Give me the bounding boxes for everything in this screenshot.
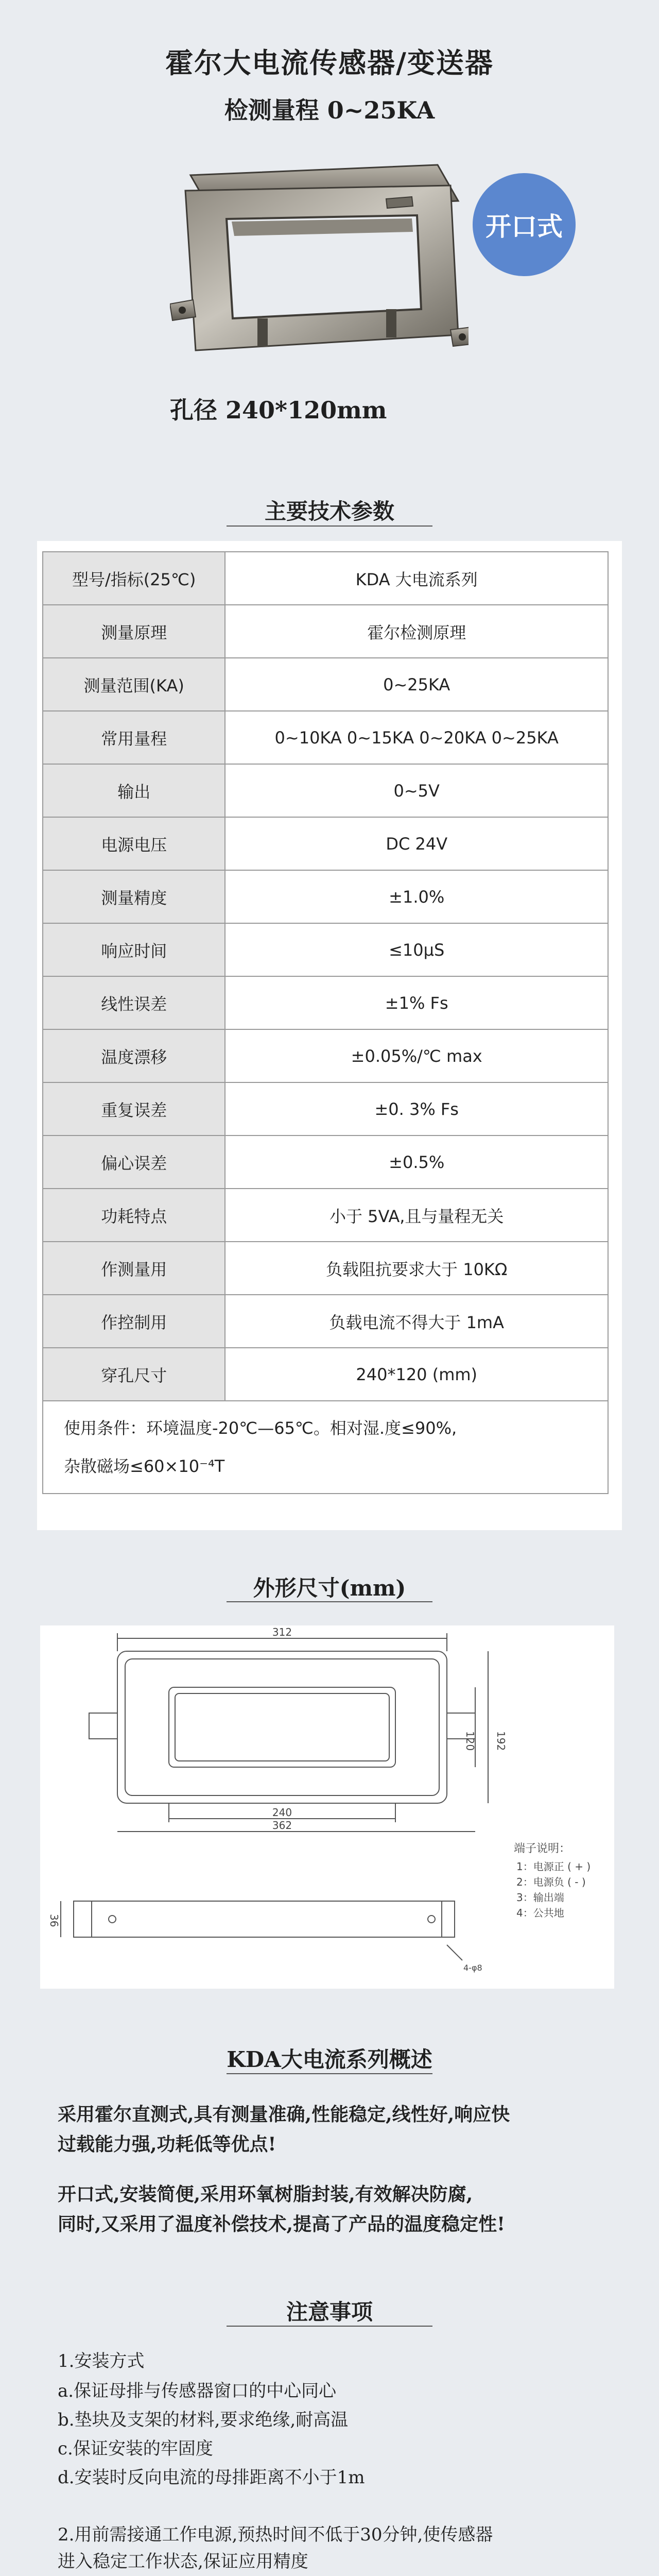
spec-value: 霍尔检测原理 [225, 605, 608, 658]
spec-row [43, 817, 608, 870]
spec-key: 温度漂移 [43, 1029, 225, 1082]
spec-key: 测量精度 [43, 870, 225, 923]
specs-heading: 主要技术参数 [264, 499, 394, 524]
spec-row [43, 658, 608, 711]
specs-table [42, 551, 609, 1494]
note-install-a: a.保证母排与传感器窗口的中心同心 [58, 2381, 337, 2401]
dimension-drawing-panel [40, 1625, 614, 1989]
spec-key: 重复误差 [43, 1082, 225, 1136]
spec-key: 作测量用 [43, 1242, 225, 1295]
spec-value: 负载阻抗要求大于 10KΩ [225, 1242, 608, 1295]
dim-height-outer: 192 [495, 1731, 507, 1751]
spec-note-row [43, 1401, 608, 1494]
spec-row [43, 605, 608, 658]
spec-value: ±0.5% [225, 1136, 608, 1189]
spec-key: 功耗特点 [43, 1189, 225, 1242]
spec-row [43, 870, 608, 923]
overview-heading-underline [227, 2073, 432, 2074]
sensor-product-image [170, 155, 469, 376]
dimension-drawing [40, 1625, 614, 1989]
notes-heading: 注意事项 [286, 2299, 373, 2325]
note-2-line2: 进入稳定工作状态,保证应用精度 [58, 2551, 308, 2572]
spec-value: ±1% Fs [225, 976, 608, 1029]
spec-row [43, 1348, 608, 1401]
dim-top-width: 312 [272, 1626, 292, 1638]
spec-row [43, 1242, 608, 1295]
spec-key: 偏心误差 [43, 1136, 225, 1189]
spec-value: 小于 5VA,且与量程无关 [225, 1189, 608, 1242]
spec-key: 电源电压 [43, 817, 225, 870]
spec-value: 240*120 (mm) [225, 1348, 608, 1401]
spec-value: 0~5V [225, 764, 608, 817]
dim-outer-width: 362 [272, 1819, 292, 1832]
specs-table-body [43, 552, 608, 1494]
notes-heading-underline [227, 2326, 432, 2327]
spec-value: 0~10KA 0~15KA 0~20KA 0~25KA [225, 711, 608, 764]
spec-value: 负载电流不得大于 1mA [225, 1295, 608, 1348]
spec-value: DC 24V [225, 817, 608, 870]
note-install-c: c.保证安装的牢固度 [58, 2438, 213, 2459]
overview-p2-line1: 开口式,安装简便,采用环氧树脂封装,有效解决防腐, [58, 2183, 473, 2205]
dim-pin-label: 4-φ8 [463, 1963, 482, 1973]
spec-row [43, 764, 608, 817]
dim-side-height: 36 [48, 1914, 60, 1927]
terminals-title: 端子说明： [514, 1842, 571, 1855]
spec-value: ±1.0% [225, 870, 608, 923]
usage-conditions-line1: 使用条件：环境温度-20℃—65℃。相对湿.度≤90%, [64, 1418, 457, 1438]
spec-row [43, 552, 608, 605]
terminal-4: 4：公共地 [516, 1907, 564, 1919]
spec-row [43, 1295, 608, 1348]
spec-value: KDA 大电流系列 [225, 552, 608, 605]
spec-key: 型号/指标(25℃) [43, 552, 225, 605]
overview-p2-line2: 同时,又采用了温度补偿技术,提高了产品的温度稳定性! [58, 2213, 505, 2235]
note-install-d: d.安装时反向电流的母排距离不小于1m [58, 2467, 365, 2488]
spec-row [43, 976, 608, 1029]
dim-inner-width: 240 [272, 1806, 292, 1819]
overview-p1-line2: 过载能力强,功耗低等优点! [58, 2133, 276, 2155]
specs-heading-underline [227, 526, 432, 527]
spec-key: 作控制用 [43, 1295, 225, 1348]
spec-key: 线性误差 [43, 976, 225, 1029]
spec-row [43, 1029, 608, 1082]
page-title: 霍尔大电流传感器/变送器 [165, 46, 494, 79]
terminal-2: 2：电源负 ( - ) [516, 1876, 586, 1888]
terminal-3: 3：输出端 [516, 1891, 564, 1904]
spec-key: 测量范围(KA) [43, 658, 225, 711]
spec-value: 0~25KA [225, 658, 608, 711]
spec-key: 输出 [43, 764, 225, 817]
range-subtitle: 检测量程 0~25KA [224, 96, 435, 124]
usage-conditions-line2: 杂散磁场≤60×10⁻⁴T [64, 1456, 225, 1476]
spec-row [43, 1136, 608, 1189]
overview-heading: KDA大电流系列概述 [227, 2047, 432, 2072]
note-install-b: b.垫块及支架的材料,要求绝缘,耐高温 [58, 2410, 349, 2430]
hole-size-label: 孔径 240*120mm [170, 396, 387, 424]
dim-height-inner: 120 [464, 1731, 476, 1751]
spec-key: 穿孔尺寸 [43, 1348, 225, 1401]
note-2-line1: 2.用前需接通工作电源,预热时间不低于30分钟,使传感器 [58, 2524, 493, 2545]
spec-value: ±0.05%/℃ max [225, 1029, 608, 1082]
spec-key: 常用量程 [43, 711, 225, 764]
open-type-badge: 开口式 [473, 173, 576, 276]
spec-key: 响应时间 [43, 923, 225, 976]
spec-row [43, 1189, 608, 1242]
usage-conditions [43, 1401, 608, 1494]
spec-value: ≤10μS [225, 923, 608, 976]
spec-value: ±0. 3% Fs [225, 1082, 608, 1136]
dimensions-heading: 外形尺寸(mm) [253, 1575, 406, 1601]
spec-row [43, 711, 608, 764]
overview-p1-line1: 采用霍尔直测式,具有测量准确,性能稳定,线性好,响应快 [58, 2104, 510, 2125]
note-install-title: 1.安装方式 [58, 2351, 145, 2371]
terminal-1: 1：电源正 ( + ) [516, 1860, 591, 1873]
dimensions-heading-underline [227, 1601, 432, 1602]
spec-key: 测量原理 [43, 605, 225, 658]
spec-row [43, 923, 608, 976]
spec-row [43, 1082, 608, 1136]
